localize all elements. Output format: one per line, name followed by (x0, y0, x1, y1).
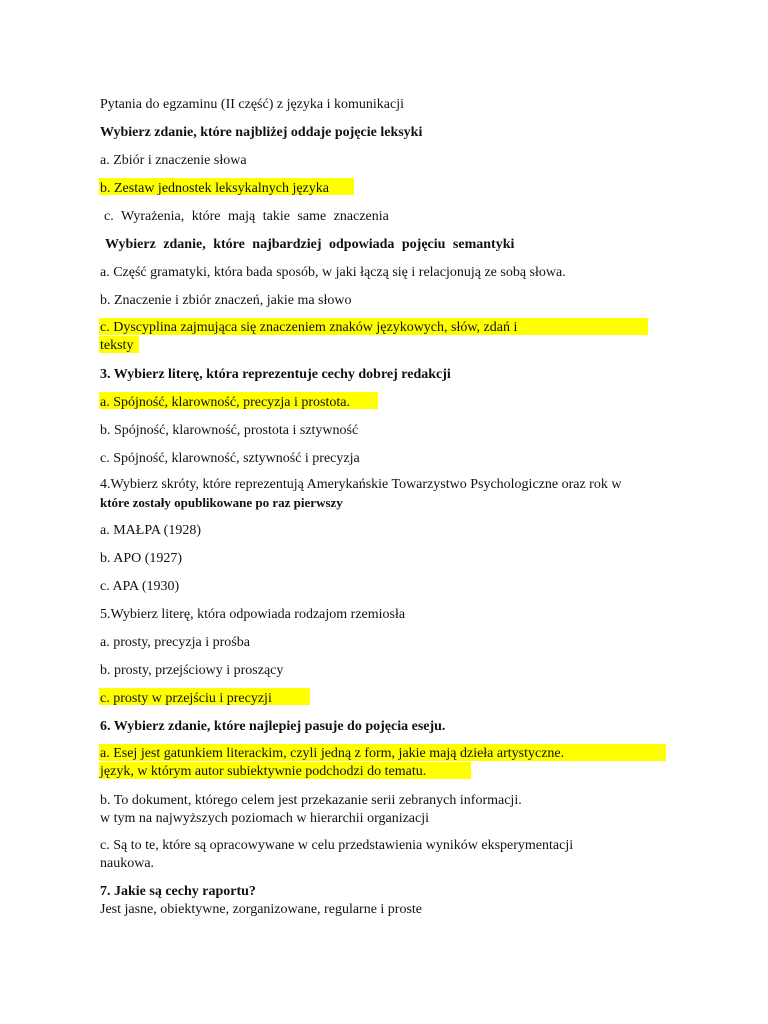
q1-question: Wybierz zdanie, które najbliżej oddaje pojęcie leksyki (100, 125, 423, 140)
q3-answer-c: c. Spójność, klarowność, sztywność i precyzja (100, 451, 360, 466)
q5-answer-c: c. prosty w przejściu i precyzji (100, 691, 272, 706)
q5-question: 5.Wybierz literę, która odpowiada rodzajom rzemiosła (100, 607, 406, 622)
document-title: Pytania do egzaminu (II część) z języka i komunikacji (100, 97, 404, 112)
q6-answer-b-line1: b. To dokument, którego celem jest przekazanie serii zebranych informacji. (100, 793, 522, 808)
q6-answer-a-line2: język, w którym autor subiektywnie podchodzi do tematu. (100, 764, 427, 779)
q2-question: Wybierz zdanie, które najbardziej odpowiada pojęciu semantyki (105, 237, 515, 252)
q2-answer-a: a. Część gramatyki, która bada sposób, w jaki łączą się i relacjonują ze sobą słowa. (100, 265, 566, 280)
q3-answer-a: a. Spójność, klarowność, precyzja i prostota. (100, 395, 350, 410)
q7-question: 7. Jakie są cechy raportu? (100, 884, 256, 899)
q1-answer-a: a. Zbiór i znaczenie słowa (100, 153, 247, 168)
q6-answer-c-line2: naukowa. (100, 856, 155, 871)
q5-answer-a: a. prosty, precyzja i prośba (100, 635, 250, 650)
q5-answer-b: b. prosty, przejściowy i proszący (100, 663, 284, 678)
q3-question: 3. Wybierz literę, która reprezentuje cechy dobrej redakcji (100, 367, 451, 382)
q2-answer-c-line1: c. Dyscyplina zajmująca się znaczeniem znaków językowych, słów, zdań i (100, 320, 518, 335)
q4-answer-b: b. APO (1927) (100, 551, 183, 566)
q6-answer-c-line1: c. Są to te, które są opracowywane w celu przedstawienia wyników eksperymentacji (100, 838, 574, 853)
q1-answer-c: c. Wyrażenia, które mają takie same znaczenia (104, 209, 389, 224)
q6-answer-b-line2: w tym na najwyższych poziomach w hierarchii organizacji (100, 811, 430, 826)
q6-answer-a-line1: a. Esej jest gatunkiem literackim, czyli jedną z form, jakie mają dzieła artystyczne. (100, 746, 565, 761)
q6-question: 6. Wybierz zdanie, które najlepiej pasuje do pojęcia eseju. (100, 719, 446, 734)
q2-answer-b: b. Znaczenie i zbiór znaczeń, jakie ma słowo (100, 293, 352, 308)
q4-answer-c: c. APA (1930) (100, 579, 180, 594)
q4-answer-a: a. MAŁPA (1928) (100, 523, 201, 538)
q4-question-line1: 4.Wybierz skróty, które reprezentują Amerykańskie Towarzystwo Psychologiczne oraz rok w (100, 477, 622, 492)
q2-answer-c-line2: teksty (100, 338, 134, 353)
q7-answer: Jest jasne, obiektywne, zorganizowane, regularne i proste (100, 902, 423, 917)
q1-answer-b: b. Zestaw jednostek leksykalnych języka (100, 181, 329, 196)
q4-question-line2: które zostały opublikowane po raz pierwszy (100, 495, 343, 510)
q3-answer-b: b. Spójność, klarowność, prostota i sztywność (100, 423, 359, 438)
